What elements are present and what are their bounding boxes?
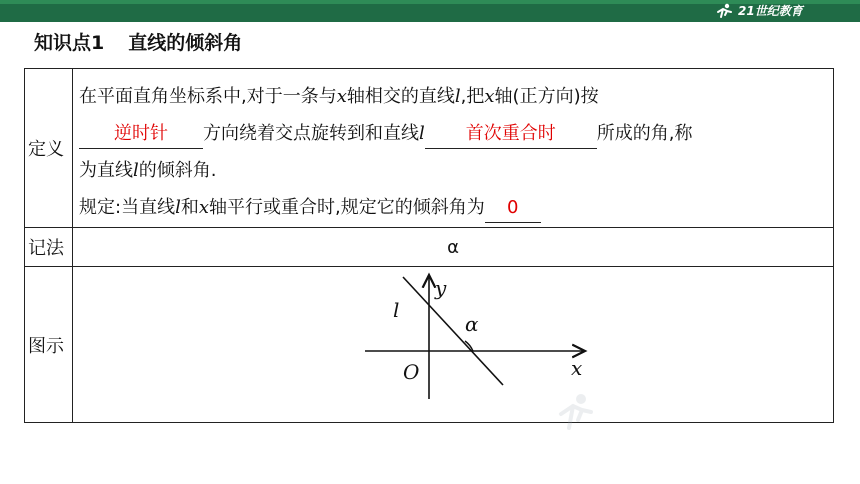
notation-row <box>25 228 834 267</box>
notation-value: α <box>73 228 834 267</box>
definition-row <box>25 69 834 228</box>
definition-label: 定义 <box>25 69 73 228</box>
angle-alpha-label: α <box>465 312 479 336</box>
x-axis-label: x <box>571 356 583 380</box>
section-title: 直线的倾斜角 <box>128 32 243 54</box>
figure-label: 图示 <box>25 267 73 423</box>
definition-line-2: 逆时针 方向绕着交点旋转到和直线l 首次重合时 所成的角,称 <box>79 115 823 152</box>
logo-text: 21世纪教育 <box>738 4 803 18</box>
answer-blank-3: 0 <box>485 195 541 223</box>
y-axis-label: y <box>435 276 447 300</box>
definition-content <box>73 69 834 228</box>
brand-logo <box>714 2 824 20</box>
line-l-label: l <box>393 298 400 322</box>
definition-line-1: 在平面直角坐标系中,对于一条与x轴相交的直线l,把x轴(正方向)按 <box>79 86 599 107</box>
top-banner <box>0 0 860 22</box>
knowledge-table <box>24 68 834 423</box>
definition-line-3: 为直线l的倾斜角. <box>79 160 217 181</box>
definition-line-4: 规定:当直线l和x轴平行或重合时,规定它的倾斜角为 0 <box>79 189 823 226</box>
knowledge-point-number: 知识点1 <box>34 32 105 54</box>
runner-icon <box>714 3 734 19</box>
watermark-runner-icon <box>555 392 595 436</box>
answer-blank-2: 首次重合时 <box>425 121 597 149</box>
notation-label: 记法 <box>25 228 73 267</box>
answer-blank-1: 逆时针 <box>79 121 203 149</box>
section-heading <box>34 26 242 60</box>
watermark-logo <box>555 388 830 458</box>
origin-label: O <box>403 360 420 384</box>
